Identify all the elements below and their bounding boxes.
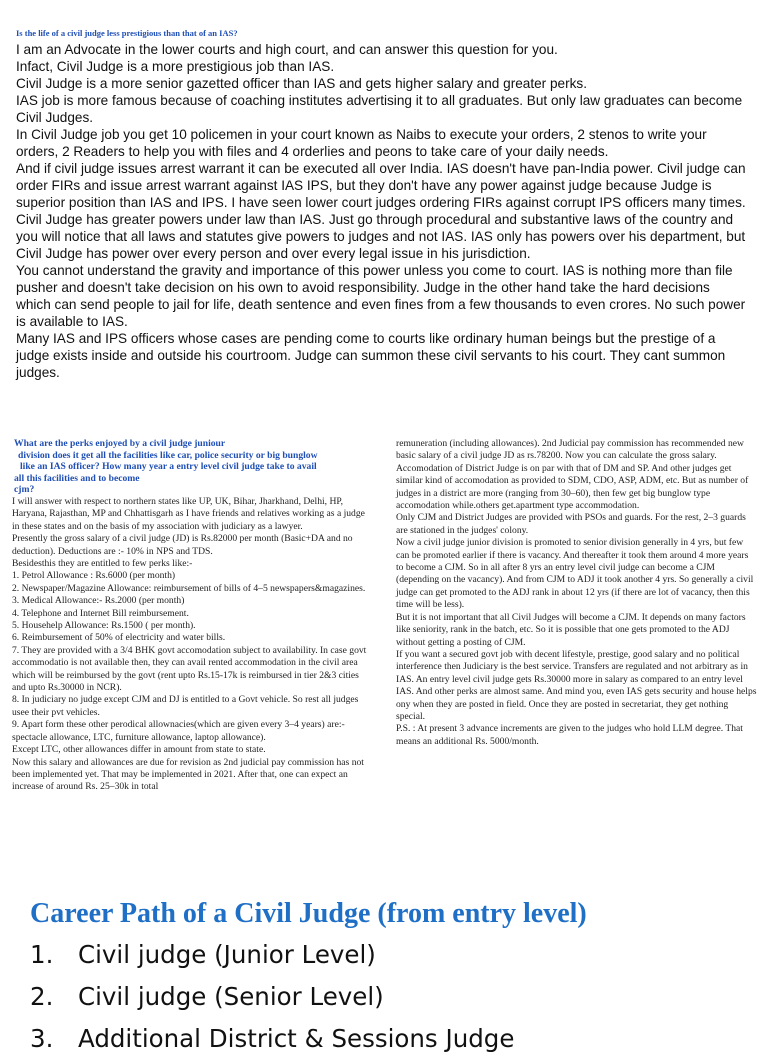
perks-question-heading bbox=[14, 438, 372, 496]
answer-paragraph: Infact, Civil Judge is a more prestigious job than IAS. bbox=[16, 59, 335, 74]
perks-list-item: 7. They are provided with a 3/4 BHK govt accomodation subject to availability. In case govt accommodatio is not available then, they can avail rented accommodation in the civil area which will be reimbursed by the govt (rent upto Rs.15-17k is reimbursed in tier 2&3 cities and upto Rs.30000 in NCR). bbox=[12, 644, 367, 694]
answer-paragraph: IAS job is more famous because of coaching institutes advertising it to all graduates. But only law graduates can become Civil Judges. bbox=[16, 93, 743, 125]
perks-list-item: 5. Househelp Allowance: Rs.1500 ( per month). bbox=[12, 620, 196, 632]
question-heading: Is the life of a civil judge less prestigious than that of an IAS? bbox=[16, 28, 238, 38]
career-path-item bbox=[30, 934, 514, 976]
perks-column-right bbox=[396, 438, 758, 748]
perks-list-item: 6. Reimbursement of 50% of electricity and water bills. bbox=[12, 632, 226, 644]
perks-question-line: division does it get all the facilities like car, police security or big bunglow bbox=[18, 449, 318, 461]
perks-list-item: 1. Petrol Allowance : Rs.6000 (per month) bbox=[12, 570, 176, 582]
perks-question-line: cjm? bbox=[14, 484, 35, 496]
career-path-number: 3. bbox=[30, 1024, 54, 1053]
career-path-item bbox=[30, 1018, 514, 1060]
perks-paragraph: Only CJM and District Judges are provided with PSOs and guards. For the rest, 2–3 guards are stationed in the judges' colony. bbox=[396, 512, 746, 536]
perks-paragraph: Now this salary and allowances are due for revision as 2nd judicial pay commission has not been implemented yet. That may be implemented in 2021. After that, one can expect an increase of around Rs. 25–30k in total bbox=[12, 756, 364, 793]
answer-paragraph: And if civil judge issues arrest warrant it can be executed all over India. IAS doesn't have pan-India power. Civil judge can order FIRs and issue arrest warrant against IAS IPS, but they don't have any power against judge because Judge is superior position than IAS and IPS. I have seen lower court judges ordering FIRs against corrupt IPS officers many times. bbox=[16, 161, 746, 210]
perks-paragraph: Besidesthis they are entitled to few perks like:- bbox=[12, 558, 193, 569]
answer-text bbox=[16, 41, 746, 381]
perks-paragraph: remuneration (including allowances). 2nd Judicial pay commission has recommended new basic salary of a civil judge JD as rs.78200. Now you can calculate the gross salary. bbox=[396, 438, 744, 462]
career-path-item bbox=[30, 976, 514, 1018]
perks-question-line: like an IAS officer? How many year a entry level civil judge take to avail bbox=[20, 461, 317, 473]
perks-paragraph: Accomodation of District Judge is on par with that of DM and SP. And other judges get similar kind of accomodation as provided to SDM, CDO, ASP, ADM, etc. But as number of judges in a district are more (ranging from 30–60), then few get big bunglow type accomodation while.others get.apartment type accommodation. bbox=[396, 462, 749, 512]
perks-paragraph: P.S. : At present 3 advance increments are given to the judges who hold LLM degree. That means an additional Rs. 5000/month. bbox=[396, 723, 743, 747]
career-path-label: Civil judge (Senior Level) bbox=[78, 982, 384, 1011]
career-path-label: Civil judge (Junior Level) bbox=[78, 940, 376, 969]
perks-list-item: 3. Medical Allowance:- Rs.2000 (per month) bbox=[12, 595, 185, 607]
career-path-label: Additional District & Sessions Judge bbox=[78, 1024, 515, 1053]
perks-list-item: 4. Telephone and Internet Bill reimbursement. bbox=[12, 607, 189, 619]
answer-paragraph: Civil Judge has greater powers under law than IAS. Just go through procedural and substantive laws of the country and you will notice that all laws and statutes give powers to judges and not IAS. IAS only has powers over his department, but Civil Judge has power over every person and over every legal issue in his jurisdiction. bbox=[16, 212, 746, 261]
answer-paragraph: Civil Judge is a more senior gazetted officer than IAS and gets higher salary and greater perks. bbox=[16, 76, 587, 91]
perks-paragraph: Now a civil judge junior division is promoted to senior division generally in 4 yrs, but few can be promoted earlier if there is vacancy. And thereafter it took them around 4 more years to become a CJM. So in all after 8 yrs an entry level civil judge can become a CJM (depending on the vacancy). And from CJM to ADJ it took another 4 yrs. So generally a civil judge can get promoted to the ADJ rank in about 12 yrs (if there are lot of vacancy, then this time will be less). bbox=[396, 537, 754, 611]
perks-paragraph: I will answer with respect to northern states like UP, UK, Bihar, Jharkhand, Delhi, HP, Haryana, Rajasthan, MP and Chhattisgarh as I have friends and relatives working as a judge in these states and on the basis of my association with judiciary as a lawyer. bbox=[12, 495, 365, 532]
perks-column-left bbox=[12, 438, 372, 794]
perks-list-item: 9. Apart form these other perodical allownacies(which are given every 3–4 years) are:- spectacle allowance, LTC, furniture allowance, laptop allowance). bbox=[12, 719, 345, 743]
perks-paragraph: But it is not important that all Civil Judges will become a CJM. It depends on many factors like seniority, rank in the batch, etc. So it is possible that one gets promoted to the ADJ without getting a posting of CJM. bbox=[396, 611, 746, 648]
perks-question-line: all this facilities and to become bbox=[14, 472, 140, 484]
perks-paragraph: Except LTC, other allowances differ in amount from state to state. bbox=[12, 744, 266, 756]
perks-question-line: What are the perks enjoyed by a civil judge juniour bbox=[14, 438, 226, 449]
answer-paragraph: Many IAS and IPS officers whose cases are pending come to courts like ordinary human beings but the prestige of a judge exists inside and outside his courtroom. Judge can summon these civil servants to his court. They cant summon judges. bbox=[16, 331, 726, 380]
career-path-number: 1. bbox=[30, 940, 54, 969]
answer-paragraph: In Civil Judge job you get 10 policemen in your court known as Naibs to execute your orders, 2 stenos to write your orders, 2 Readers to help you with files and 4 orderlies and peons to take care of your daily needs. bbox=[16, 127, 707, 159]
answer-paragraph: You cannot understand the gravity and importance of this power unless you come to court. IAS is nothing more than file pusher and doesn't take decision on his own to avoid responsibility. Judge in the other hand take the hard decisions which can send people to jail for life, death sentence and even fines from a few thousands to even crores. No such power is available to IAS. bbox=[16, 263, 746, 329]
answer-paragraph: I am an Advocate in the lower courts and high court, and can answer this question for you. bbox=[16, 42, 558, 57]
perks-paragraph: If you want a secured govt job with decent lifestyle, prestige, good salary and no political interference then Judiciary is the best service. Transfers are regulated and not arbitrary as in IAS. An entry level civil judge gets Rs.30000 more in salary as compared to an entry level IAS. And other perks are almost same. And mind you, even IAS gets security and house helps ony when they are posted in field. Once they are posted in secretariat, they get nothing special. bbox=[396, 648, 757, 722]
career-path-list bbox=[30, 934, 514, 1060]
perks-list-item: 2. Newspaper/Magazine Allowance: reimbursement of bills of 4–5 newspapers&magazines. bbox=[12, 582, 366, 594]
career-path-number: 2. bbox=[30, 982, 54, 1011]
perks-list-item: 8. In judiciary no judge except CJM and DJ is entitled to a Govt vehicle. So rest all judges usee their pvt vehicles. bbox=[12, 694, 359, 718]
perks-paragraph: Presently the gross salary of a civil judge (JD) is Rs.82000 per month (Basic+DA and no deduction). Deductions are :- 10% in NPS and TDS. bbox=[12, 533, 353, 557]
career-path-title: Career Path of a Civil Judge (from entry level) bbox=[30, 898, 587, 929]
